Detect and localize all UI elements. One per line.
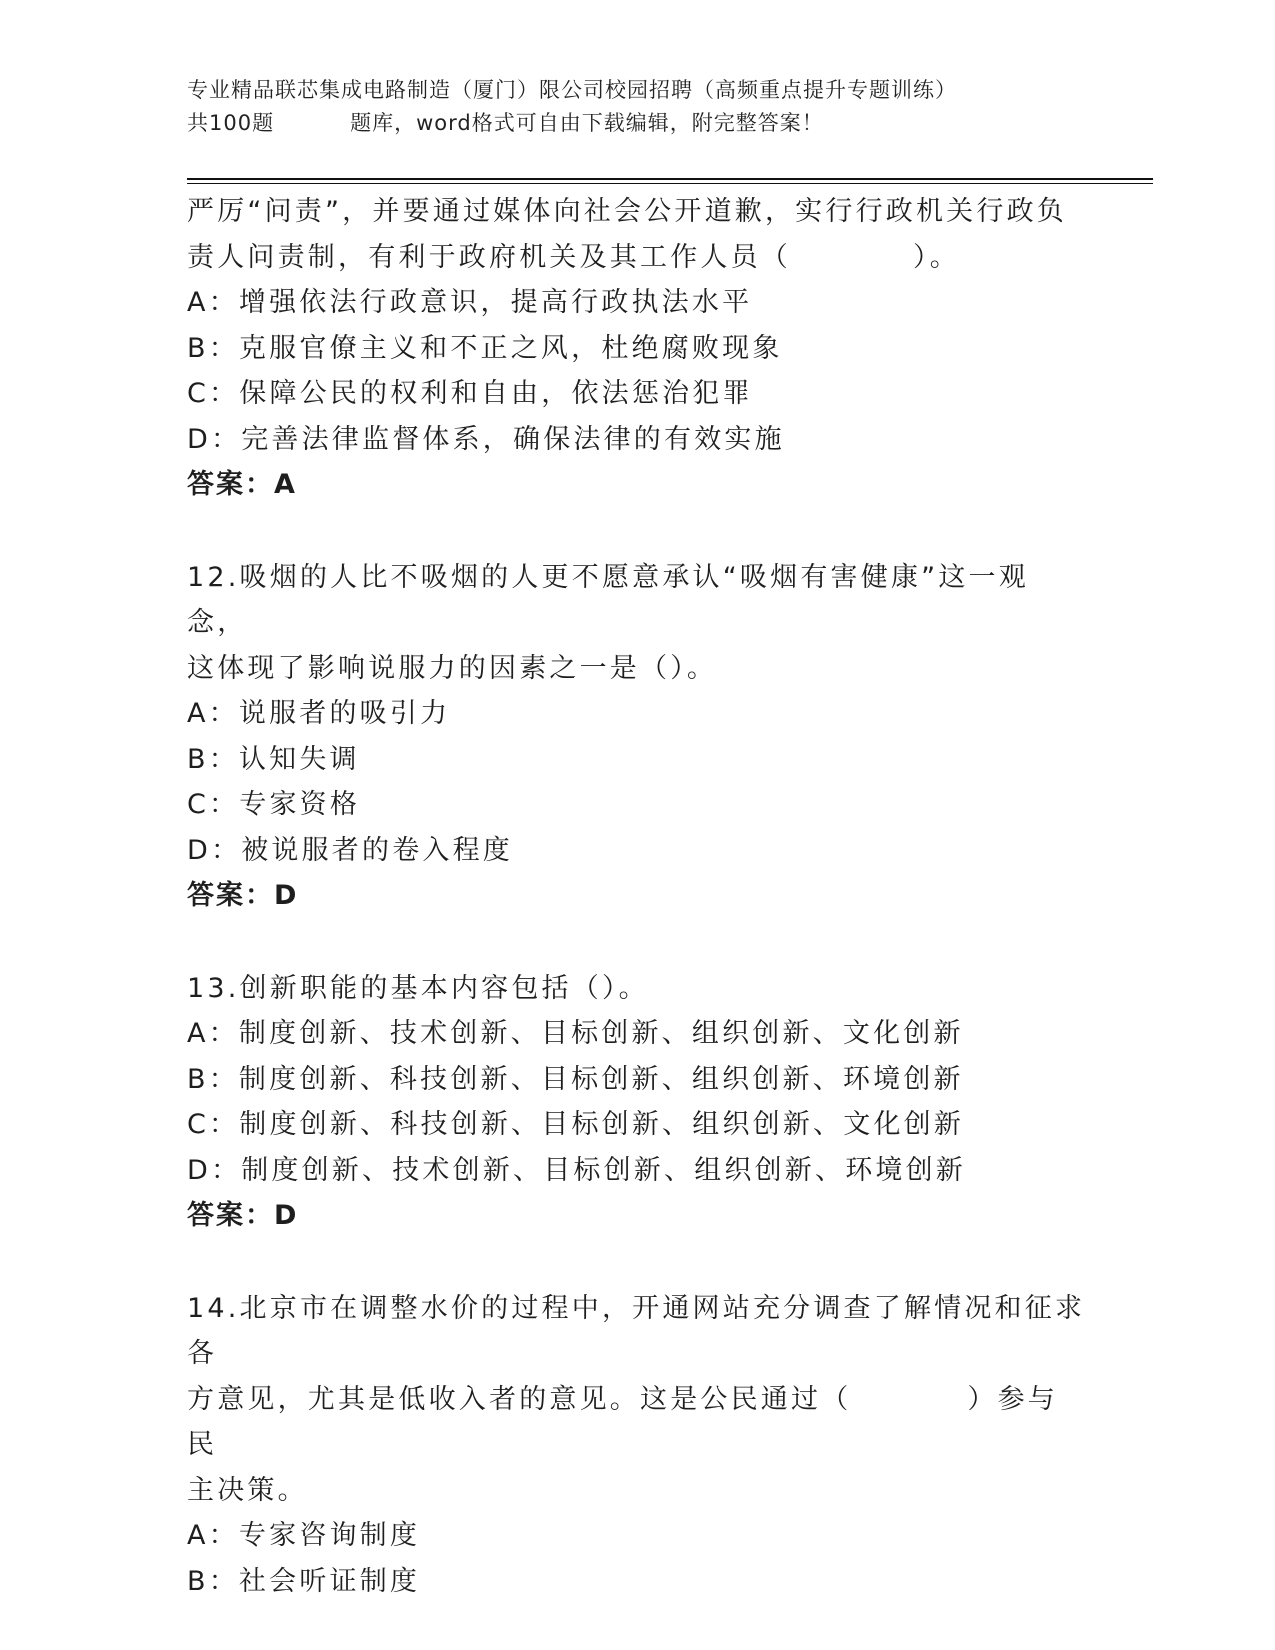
question-12-text-line1: 12.吸烟的人比不吸烟的人更不愿意承认“吸烟有害健康”这一观念， [187,561,1029,638]
question-12-text-line2: 这体现了影响说服力的因素之一是（）。 [187,652,718,684]
question-13-option-a: A：制度创新、技术创新、目标创新、组织创新、文化创新 [187,1018,964,1049]
question-14-option-a: A：专家咨询制度 [187,1520,421,1551]
header-subtitle-line [187,107,1147,140]
question-11-answer: 答案：A [187,469,297,500]
question-11-text-after-blank: ）。 [913,241,960,273]
question-14-text-line3: 主决策。 [187,1474,308,1506]
question-13-option-c: C：制度创新、科技创新、目标创新、组织创新、文化创新 [187,1109,965,1140]
question-14-option-b: B：社会听证制度 [187,1565,421,1597]
question-14-text-before-blank: 方意见，尤其是低收入者的意见。这是公民通过（ [187,1383,852,1415]
question-12-option-a: A：说服者的吸引力 [187,698,451,729]
question-12 [187,555,1087,919]
question-11-text-line1: 严厉“问责”，并要通过媒体向社会公开道歉，实行行政机关行政负 [187,196,1067,227]
question-list [187,189,1087,1604]
question-14-text-after-blank: ）参与民 [187,1383,1059,1460]
question-spacer [187,1239,1087,1286]
question-spacer [187,508,1087,555]
question-11-option-c: C：保障公民的权利和自由，依法惩治犯罪 [187,378,753,409]
question-11-text-line2 [187,235,1087,281]
question-14 [187,1286,1087,1605]
question-14-text-line2 [187,1377,1087,1468]
header-rule-thick [187,178,1153,180]
header-count: 共100题 [187,111,275,135]
question-13-option-d: D：制度创新、技术创新、目标创新、组织创新、环境创新 [187,1154,966,1186]
question-13 [187,966,1087,1239]
question-spacer [187,919,1087,966]
question-13-text-line1: 13.创新职能的基本内容包括（）。 [187,972,649,1004]
question-14-text-line1: 14.北京市在调整水价的过程中，开通网站充分调查了解情况和征求各 [187,1292,1086,1369]
header-title-line: 专业精品联芯集成电路制造（厦门）限公司校园招聘（高频重点提升专题训练） [187,78,957,102]
question-11-text-before-blank: 责人问责制，有利于政府机关及其工作人员（ [187,241,791,273]
question-13-option-b: B：制度创新、科技创新、目标创新、组织创新、环境创新 [187,1063,964,1095]
document-header [187,74,1147,140]
header-rule-thin [187,183,1153,184]
header-description: 题库，word格式可自由下载编辑，附完整答案！ [350,111,824,135]
question-11-option-d: D：完善法律监督体系，确保法律的有效实施 [187,423,785,455]
question-11-option-b: B：克服官僚主义和不正之风，杜绝腐败现象 [187,332,783,364]
question-12-option-c: C：专家资格 [187,789,361,820]
question-12-option-d: D：被说服者的卷入程度 [187,834,513,866]
question-13-answer: 答案：D [187,1200,299,1231]
question-12-option-b: B：认知失调 [187,743,360,775]
question-11 [187,189,1087,508]
question-11-option-a: A：增强依法行政意识，提高行政执法水平 [187,287,753,318]
question-12-answer: 答案：D [187,880,299,911]
